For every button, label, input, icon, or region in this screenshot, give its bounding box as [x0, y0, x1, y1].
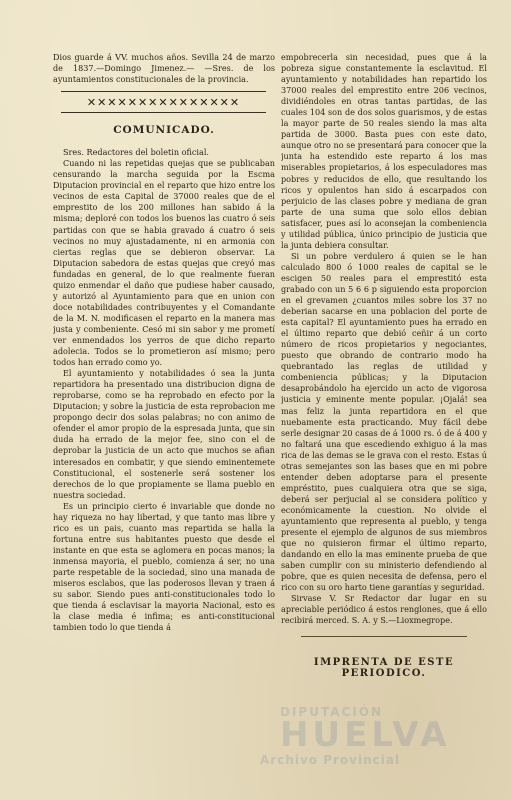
watermark-line: Archivo Provincial — [260, 753, 401, 767]
paragraph: Cuando ni las repetidas quejas que se publicaban censurando la marcha seguida por la Escma Diputacion provincial en el reparto que hizo entre los vecinos de esta Capital de 37000 reales que de el emprestito de los 200 millones han sabido á la misma; deploré con todos los buenos las cuatro ó seis partidas con que se habia gravado á cuatro ó seis vecinos no muy ajustadamente, ni en armonia con ciertas reglas que se debieron observar. La Diputacion sabedora de estas quejas que creyó mas fundadas en general, de lo que realmente fueran quizo enmendar el daño que pudiese haber causado, y autorizó al Ayuntamiento para que en union con doce notabilidades contribuyentes y el Comandante de la M. N. modificasen el reparto en la manera mas justa y combeniente. Cesó mi sin sabor y me prometí ver enmendados los yerros de que dicho reparto adolecia. Todos se lo prometieron así mismo; pero todos han errado como yo. — [53, 158, 275, 368]
watermark-line: DIPUTACIÓN — [280, 705, 384, 719]
paragraph: Es un principio cierto é invariable que donde no hay riqueza no hay libertad, y que tanto mas libre y rico es un pais, cuanto mas repartida se halla la fortuna entre sus habitantes puesto que desde el instante en que esta se aglomera en pocas manos; la inmensa mayoria, el pueblo, comienza á ser, no una parte respetable de la sociedad, sino una manada de miseros esclabos, que las poderosos llevan y traen á su sabor. Siendo pues anti-constitucionales todo lo que tienda á esclavisar la mayoria Nacional, esto es la clase media é infima; es anti-constitucional tambien todo lo que tienda á — [53, 500, 275, 633]
paragraph: El ayuntamiento y notabilidades ó sea la junta repartidora ha presentado una distribucion digna de reprobarse, como se ha reprobado en efecto por la Diputacion; y sobre la justicia de esta reprobacion me propongo decir dos solas palabras; no con animo de ofender el amor propio de la espresada junta, que sin duda ha errado de la mejor fee, sino con el de deprobar la justicia de un acto que muchos se afian interesados en combatir, y que siendo eminentemete Constitucional, el sostenerle será sostener los derechos de lo que propiamente se llama pueblo en nuestra sociedad. — [53, 368, 275, 500]
left-column — [53, 52, 275, 790]
paragraph: Si un pobre verdulero á quien se le han calculado 800 ó 1000 reales de capital se le escigen 50 reales para el emprestitó esta grabado con un 5 6 6 p siguiendo esta proporcion en el grevamen ¿cuantos miles sobre los 37 no deberian sacarse en una poblacion del porte de esta capital? El ayuntamiento pues ha errado en el último reparto que debió ceñir á un corto número de ricos propietarios y negociantes, puesto que obrando de contrario modo ha quebrantado las reglas de utilidad y combeniencia públicas; y la Diputacion desaprobándolo ha ejercido un acto de vigorosa justicia y eminente mente popular. ¡Ojalá! sea mas feliz la junta repartidora en el que nuebamente esta practicando. Muy fácil debe serle designar 20 casas de á 1000 rs. ó de á 400 y no faltará una que escediendo exhiguo á la mas rica de las demas se le grava con el resto. Estas ú otras semejantes son las bases que en mi pobre entender deben adoptarse para el presente empréstito, pues cualquiera otra que se siga, deberá ser perjucial al se considera político y económicamente la cuestion. No olvide el ayuntamiento que representa al pueblo, y tenga presente el ejemplo de algunos de sus miembros que no quisieron firmar el último reparto, dandando en ello la mas eminente prueba de que saben cumplir con su ministerio defendiendo al pobre, que es quien necesita de defensa, pero el rico con su oro harto tiene garantías y seguridad. — [281, 250, 487, 593]
closing-intro: Dios guarde á VV. muchos años. Sevilla 24 de marzo de 1837.—Domingo Jimenez.— —Sres. de los ayuntamientos constitucionales de la provincia. — [53, 52, 275, 85]
right-column — [281, 52, 487, 790]
paragraph: Sirvase V. Sr Redactor dar lugar en su apreciable periódico á estos renglones, que á ello recibirá merced. S. A. y S.—Lioxmegrope. — [281, 593, 487, 626]
printer-imprint: IMPRENTA DE ESTE PERIODICO. — [313, 657, 455, 680]
section-heading: COMUNICADO. — [113, 124, 215, 137]
salutation: Sres. Redactores del boletin oficial. — [63, 147, 210, 158]
ornamental-divider: ✕✕✕✕✕✕✕✕✕✕✕✕✕✕✕ — [61, 91, 266, 113]
divider-rule — [301, 636, 467, 637]
watermark-line: HUELVA — [280, 715, 451, 755]
paragraph: empobrecerla sin necesidad, pues que á la pobreza sigue constantemente la esclavitud. El ayuntamiento y notabilidades han repartido los 37000 reales del emprestito entre 206 vecinos, dividiéndoles en otras tantas partidas, de las cuales 104 son de dos solos guarismos, y de estas la mayor parte de 50 reales siendo la mas alta partida de 3000. Basta pues con este dato, aunque otro no se presentará para conocer que la junta ha estendido este reparto á los mas miserables propietarios, á los especuladores mas pobres y reducidos de ello, que resultando los ricos y opulentos han sido á escarpados con perjuicio de las clases pobre y mediana de gran parte de una suma que solo ellos debian satisfacer, pues así lo aconsejan la combeniencia y utilidad pública, único principio de justicia que la junta debiera consultar. — [281, 52, 487, 250]
